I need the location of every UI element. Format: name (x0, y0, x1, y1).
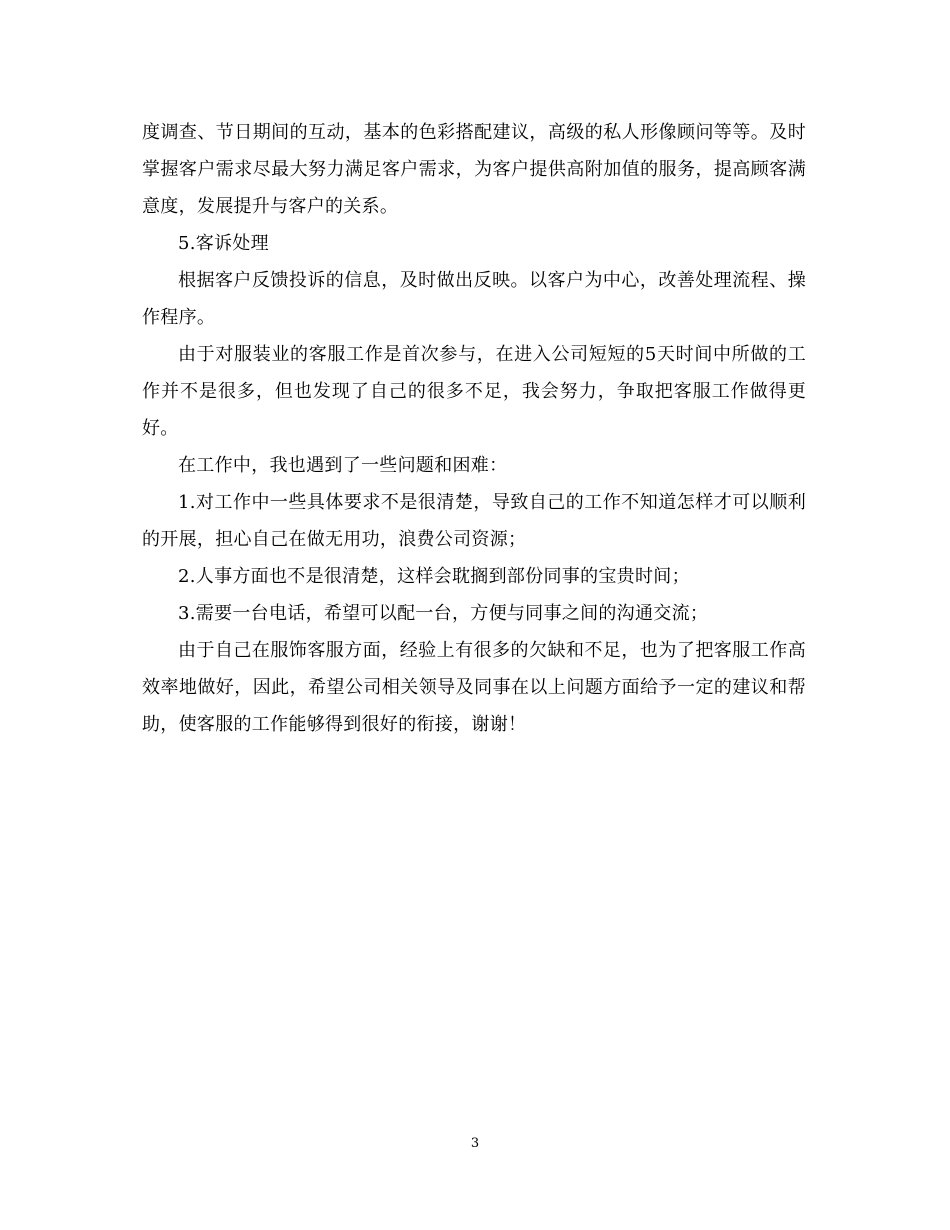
list-item-problem-1: 1.对工作中一些具体要求不是很清楚，导致自己的工作不知道怎样才可以顺利的开展，担心自己在做无用功，浪费公司资源； (142, 492, 806, 550)
section-heading-complaint-handling: 5.客诉处理 (178, 233, 269, 254)
page-number: 3 (470, 1136, 480, 1151)
paragraph-summary: 由于对服装业的客服工作是首次参与，在进入公司短短的5天时间中所做的工作并不是很多，但也发现了自己的很多不足，我会努力，争取把客服工作做得更好。 (142, 344, 806, 439)
list-item-problem-2: 2.人事方面也不是很清楚，这样会耽搁到部份同事的宝贵时间； (178, 566, 690, 587)
paragraph-problems-intro: 在工作中，我也遇到了一些问题和困难： (178, 455, 508, 476)
document-body (142, 114, 806, 743)
list-item-problem-3: 3.需要一台电话，希望可以配一台，方便与同事之间的沟通交流； (178, 603, 709, 624)
paragraph-complaint-handling: 根据客户反馈投诉的信息，及时做出反映。以客户为中心，改善处理流程、操作程序。 (142, 270, 806, 328)
paragraph-continued: 度调查、节日期间的互动，基本的色彩搭配建议，高级的私人形像顾问等等。及时掌握客户需求尽最大努力满足客户需求，为客户提供高附加值的服务，提高顾客满意度，发展提升与客户的关系。 (142, 122, 806, 217)
paragraph-closing: 由于自己在服饰客服方面，经验上有很多的欠缺和不足，也为了把客服工作高效率地做好，因此，希望公司相关领导及同事在以上问题方面给予一定的建议和帮助，使客服的工作能够得到很好的衔接，谢谢！ (142, 640, 806, 735)
